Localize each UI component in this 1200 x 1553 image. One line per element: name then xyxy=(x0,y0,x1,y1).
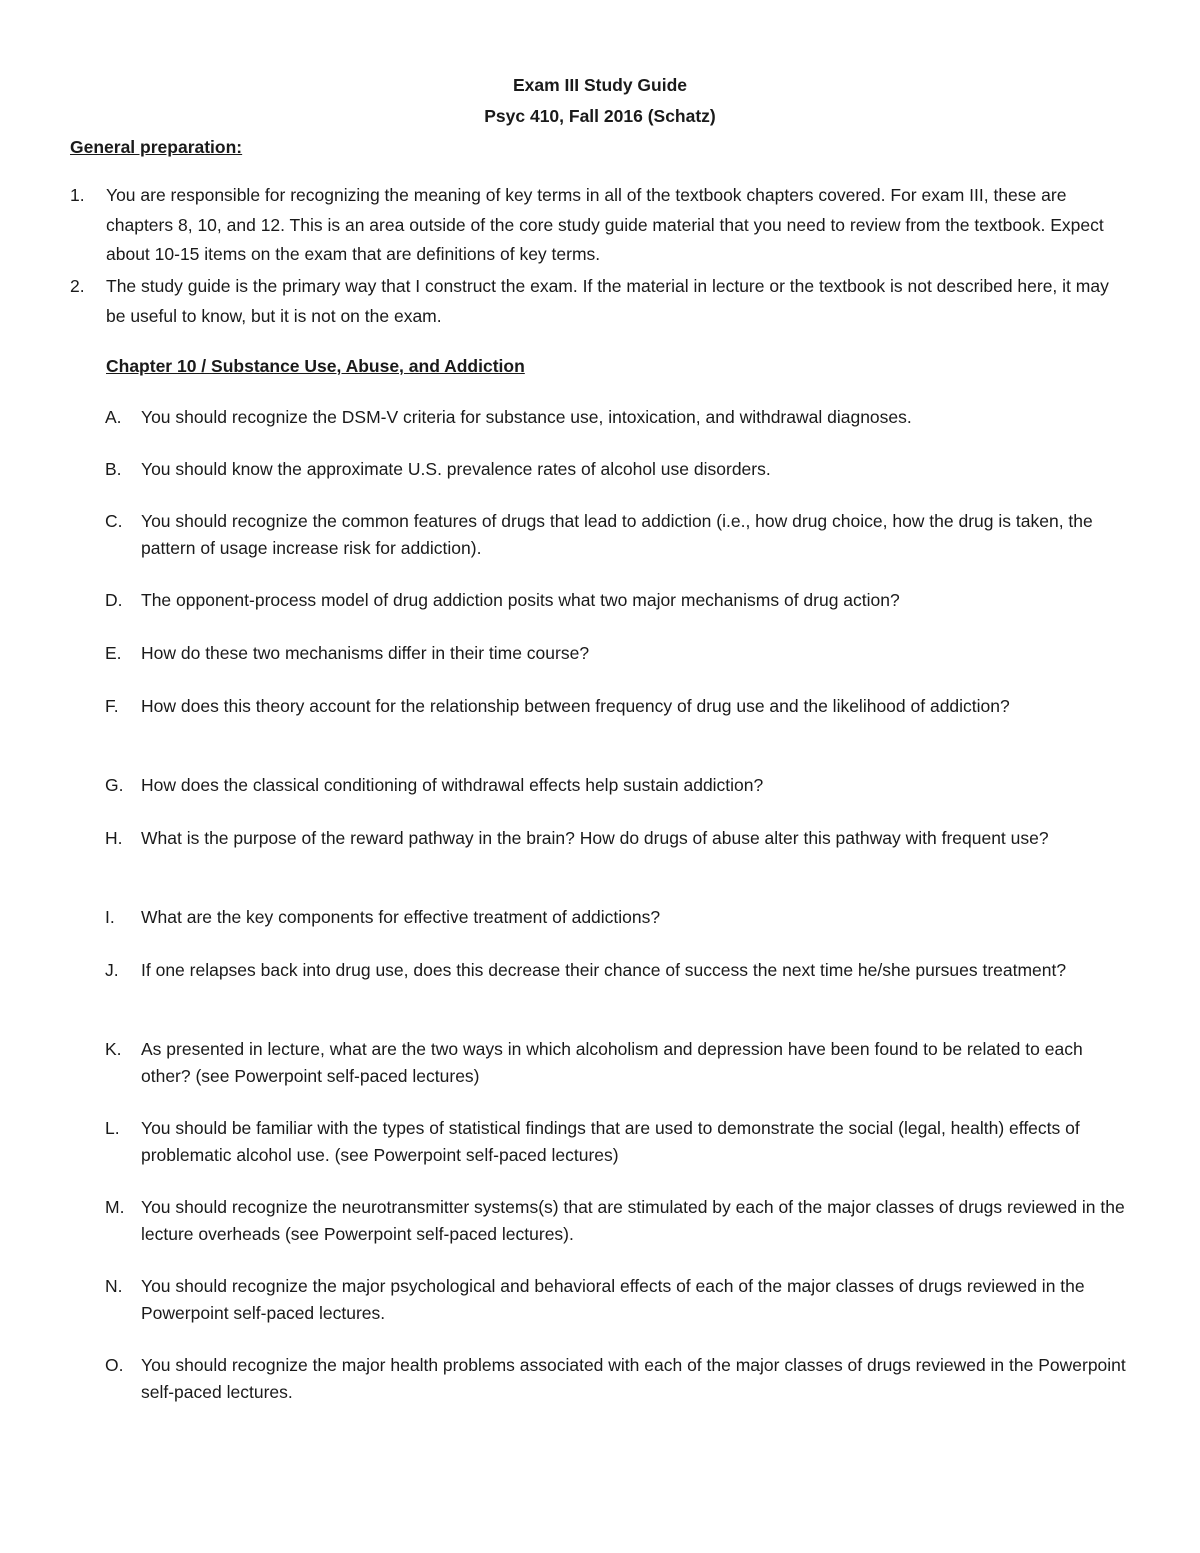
document-title: Exam III Study Guide xyxy=(512,75,688,95)
list-item xyxy=(105,456,1135,483)
course-subtitle: Psyc 410, Fall 2016 (Schatz) xyxy=(484,106,716,126)
item-letter: I. xyxy=(105,907,115,927)
item-text: How does this theory account for the relationship between frequency of drug use and the likelihood of addiction? xyxy=(141,696,1010,716)
list-item xyxy=(105,1194,1135,1247)
list-item xyxy=(105,1115,1135,1168)
item-letter: O. xyxy=(105,1355,124,1375)
item-text: You are responsible for recognizing the meaning of key terms in all of the textbook chapters covered. For exam III, these are chapters 8, 10, and 12. This is an area outside of the core study guide material that you need to review from the textbook. Expect about 10-15 items on the exam that are definitions of key terms. xyxy=(106,185,1104,264)
chapter-heading: Chapter 10 / Substance Use, Abuse, and Addiction xyxy=(106,356,525,376)
item-letter: B. xyxy=(105,459,122,479)
item-text: What is the purpose of the reward pathway in the brain? How do drugs of abuse alter this pathway with frequent use? xyxy=(141,828,1049,848)
item-text: How does the classical conditioning of withdrawal effects help sustain addiction? xyxy=(141,775,764,795)
item-letter: C. xyxy=(105,511,123,531)
item-text: How do these two mechanisms differ in their time course? xyxy=(141,643,590,663)
list-item xyxy=(105,1036,1135,1089)
item-text: The study guide is the primary way that I construct the exam. If the material in lecture or the textbook is not described here, it may be useful to know, but it is not on the exam. xyxy=(106,276,1109,326)
list-item xyxy=(105,693,1135,720)
item-text: You should recognize the common features of drugs that lead to addiction (i.e., how drug choice, how the drug is taken, the pattern of usage increase risk for addiction). xyxy=(141,511,1093,558)
list-item xyxy=(105,772,1135,799)
list-item xyxy=(105,404,1135,431)
item-letter: M. xyxy=(105,1197,125,1217)
item-text: What are the key components for effective treatment of addictions? xyxy=(141,907,661,927)
item-letter: N. xyxy=(105,1276,123,1296)
list-item xyxy=(105,508,1135,561)
item-text: You should know the approximate U.S. prevalence rates of alcohol use disorders. xyxy=(141,459,771,479)
item-letter: J. xyxy=(105,960,119,980)
item-text: You should recognize the neurotransmitter systems(s) that are stimulated by each of the major classes of drugs reviewed in the lecture overheads (see Powerpoint self-paced lectures). xyxy=(141,1197,1125,1244)
item-text: You should recognize the major health problems associated with each of the major classes of drugs reviewed in the Powerpoint self-paced lectures. xyxy=(141,1355,1126,1402)
item-letter: E. xyxy=(105,643,122,663)
item-text: You should recognize the major psychological and behavioral effects of each of the major classes of drugs reviewed in the Powerpoint self-paced lectures. xyxy=(141,1276,1085,1323)
item-text: The opponent-process model of drug addiction posits what two major mechanisms of drug action? xyxy=(141,590,900,610)
item-letter: L. xyxy=(105,1118,120,1138)
item-text: If one relapses back into drug use, does this decrease their chance of success the next time he/she pursues treatment? xyxy=(141,960,1067,980)
list-item xyxy=(105,904,1135,931)
item-letter: A. xyxy=(105,407,122,427)
item-letter: K. xyxy=(105,1039,122,1059)
item-text: You should recognize the DSM-V criteria for substance use, intoxication, and withdrawal diagnoses. xyxy=(141,407,912,427)
item-text: As presented in lecture, what are the two ways in which alcoholism and depression have been found to be related to each other? (see Powerpoint self-paced lectures) xyxy=(141,1039,1083,1086)
item-letter: D. xyxy=(105,590,123,610)
numbered-item xyxy=(70,181,1130,270)
item-letter: F. xyxy=(105,696,119,716)
item-text: You should be familiar with the types of statistical findings that are used to demonstrate the social (legal, health) effects of problematic alcohol use. (see Powerpoint self-paced lectures) xyxy=(141,1118,1080,1165)
list-item xyxy=(105,1273,1135,1326)
list-item xyxy=(105,1352,1135,1405)
numbered-item xyxy=(70,272,1130,331)
list-item xyxy=(105,957,1135,984)
list-item xyxy=(105,587,1135,614)
item-letter: H. xyxy=(105,828,123,848)
item-number: 1. xyxy=(70,185,85,205)
list-item xyxy=(105,825,1135,852)
list-item xyxy=(105,640,1135,667)
item-number: 2. xyxy=(70,276,85,296)
item-letter: G. xyxy=(105,775,124,795)
general-preparation-heading: General preparation: xyxy=(70,137,243,157)
